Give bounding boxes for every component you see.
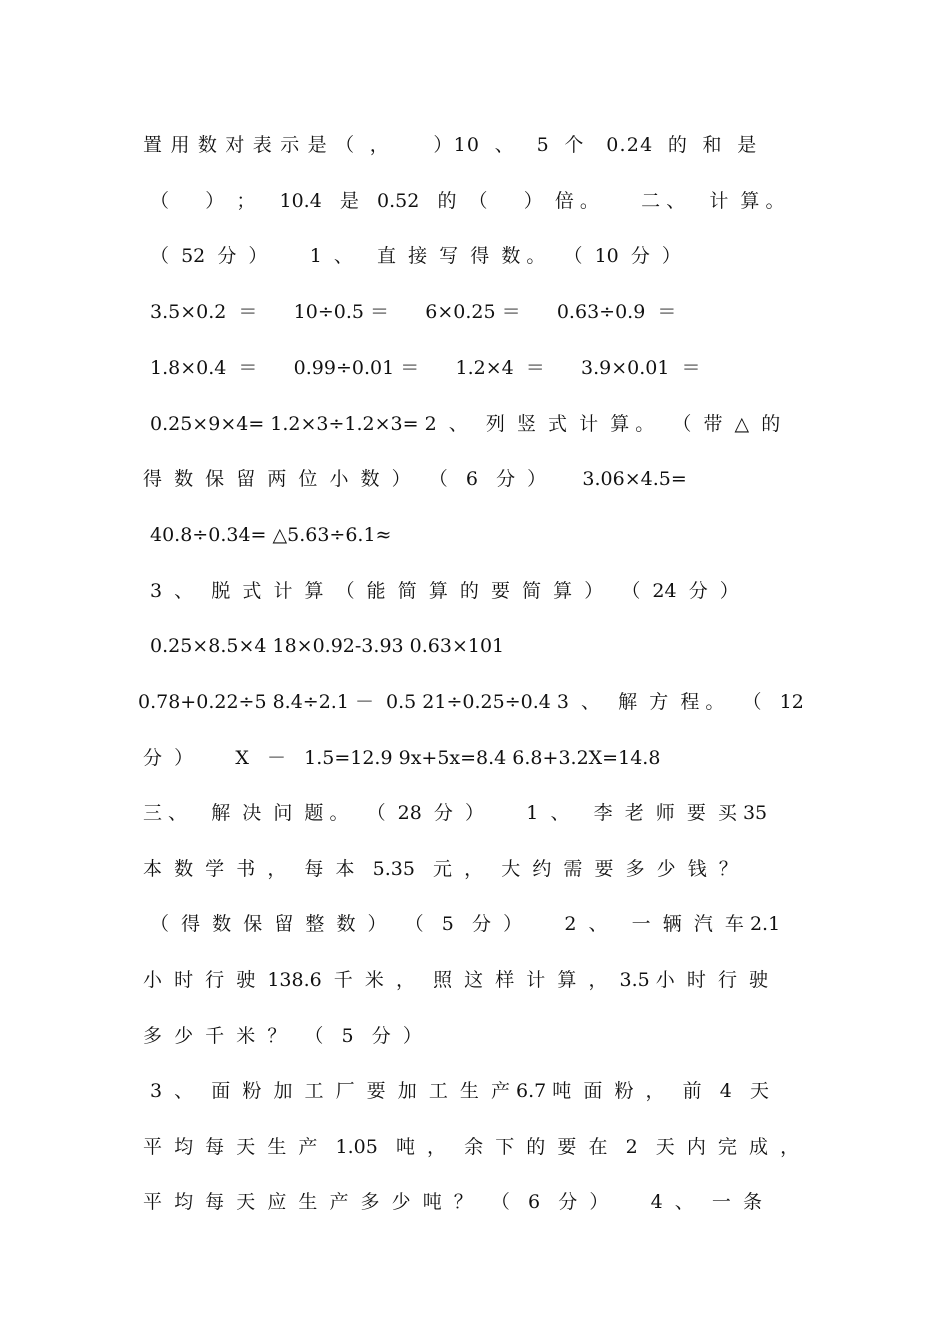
text-line-20: 平 均 每 天 应 生 产 多 少 吨 ？ （ 6 分 ） 4 、 一 条 [143,1191,762,1213]
text-line-12: 分 ） X － 1.5=12.9 9x+5x=8.4 6.8+3.2X=14.8 [143,747,661,769]
text-line-3: （ 52 分 ） 1 、 直 接 写 得 数 。 （ 10 分 ） [150,245,681,267]
text-line-7: 得 数 保 留 两 位 小 数 ） （ 6 分 ） 3.06×4.5= [143,468,687,490]
text-line-11: 0.78+0.22÷5 8.4÷2.1 － 0.5 21÷0.25÷0.4 3 、 解 方 程 。 （ 12 [138,691,804,713]
text-line-10: 0.25×8.5×4 18×0.92-3.93 0.63×101 [150,635,505,657]
text-line-13: 三 、 解 决 问 题 。 （ 28 分 ） 1 、 李 老 师 要 买 35 [143,802,768,824]
text-line-8: 40.8÷0.34= △5.63÷6.1≈ [150,524,392,546]
text-line-5: 1.8×0.4 ＝ 0.99÷0.01 ＝ 1.2×4 ＝ 3.9×0.01 ＝ [150,357,701,379]
text-line-9: 3 、 脱 式 计 算 （ 能 简 算 的 要 简 算 ） （ 24 分 ） [150,580,739,602]
text-line-4: 3.5×0.2 ＝ 10÷0.5 ＝ 6×0.25 ＝ 0.63÷0.9 ＝ [150,301,677,323]
text-line-19: 平 均 每 天 生 产 1.05 吨 ， 余 下 的 要 在 2 天 内 完 成 ， [143,1136,800,1158]
text-line-16: 小 时 行 驶 138.6 千 米 ， 照 这 样 计 算 ， 3.5 小 时 行 驶 [143,969,769,991]
text-line-18: 3 、 面 粉 加 工 厂 要 加 工 生 产 6.7 吨 面 粉 ， 前 4 天 [150,1080,769,1102]
text-line-15: （ 得 数 保 留 整 数 ） （ 5 分 ） 2 、 一 辆 汽 车 2.1 [150,913,781,935]
text-line-17: 多 少 千 米 ？ （ 5 分 ） [143,1025,422,1047]
text-line-2: （ ） ； 10.4 是 0.52 的 （ ） 倍 。 二 、 计 算 。 [150,190,785,212]
text-line-6: 0.25×9×4= 1.2×3÷1.2×3= 2 、 列 竖 式 计 算 。 （ 带 △ 的 [150,413,781,435]
text-line-14: 本 数 学 书 ， 每 本 5.35 元 ， 大 约 需 要 多 少 钱 ？ [143,858,738,880]
text-line-1: 置 用 数 对 表 示 是 （ ， ）10 、 5 个 0.24 的 和 是 [143,134,758,156]
